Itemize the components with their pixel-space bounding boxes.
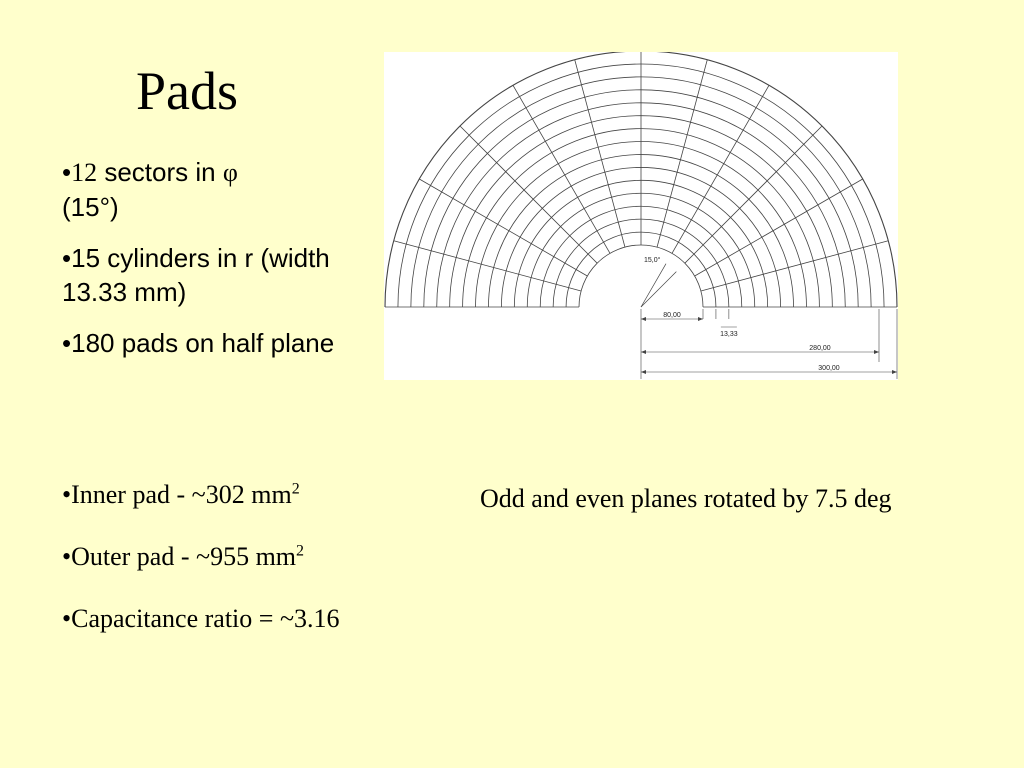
- inner-radius-dimension-arrow: [698, 317, 703, 321]
- sector-angle-text: (15°): [62, 192, 119, 222]
- bullet-sectors: [62, 155, 362, 224]
- angle-label: 15,0°: [644, 257, 661, 264]
- bullet-inner-pad: [62, 478, 462, 512]
- sector-line: [685, 126, 822, 263]
- bullet-mark: •: [62, 157, 72, 187]
- bullet-mark: •: [62, 604, 72, 633]
- superscript: 2: [291, 480, 300, 498]
- capacitance-text: Capacitance ratio = ~3.16: [71, 604, 340, 633]
- bullet-mark: •: [62, 328, 72, 358]
- pad-layout-diagram: [384, 52, 898, 380]
- outer-radius-dimension-arrow: [641, 370, 646, 374]
- pad-layout-svg: [384, 52, 898, 380]
- bullet-outer-pad: [62, 540, 462, 574]
- inner-radius-dimension-arrow: [641, 317, 646, 321]
- phi-symbol: φ: [222, 158, 238, 187]
- bullet-cylinders: [62, 241, 362, 309]
- outer-ring-dimension-arrow: [874, 350, 879, 354]
- rotation-note: Odd and even planes rotated by 7.5 deg: [480, 484, 892, 513]
- outer-radius-dimension-label: 300,00: [818, 365, 840, 372]
- sector-line: [575, 60, 625, 247]
- sector-line: [460, 126, 597, 263]
- outer-pad-text: Outer pad - ~955 mm: [71, 542, 297, 571]
- sectors-text: sectors in: [97, 157, 223, 187]
- bullet-mark: •: [62, 243, 72, 273]
- bottom-bullet-list: [62, 478, 462, 664]
- inner-radius-arc: [579, 245, 703, 307]
- sector-line: [657, 60, 707, 247]
- bullet-pads: [62, 326, 362, 360]
- ring-width-label: 13,33: [720, 331, 738, 338]
- bullet-mark: •: [62, 542, 72, 571]
- outer-ring-dimension-label: 280,00: [809, 345, 831, 352]
- superscript: 2: [296, 542, 305, 560]
- bullet-capacitance: [62, 602, 462, 636]
- outer-radius-dimension-arrow: [892, 370, 897, 374]
- sector-line: [701, 241, 888, 291]
- cylinders-text: 15 cylinders in r (width 13.33 mm): [62, 243, 330, 307]
- inner-radius-dimension-label: 80,00: [663, 312, 681, 319]
- inner-pad-text: Inner pad - ~302 mm: [71, 480, 292, 509]
- sector-line: [394, 241, 581, 291]
- pads-text: 180 pads on half plane: [71, 328, 335, 358]
- bullet-mark: •: [62, 480, 72, 509]
- top-bullet-list: [62, 155, 362, 377]
- sector-count: 12: [71, 158, 98, 187]
- slide-title: Pads: [136, 61, 239, 121]
- outer-ring-dimension-arrow: [641, 350, 646, 354]
